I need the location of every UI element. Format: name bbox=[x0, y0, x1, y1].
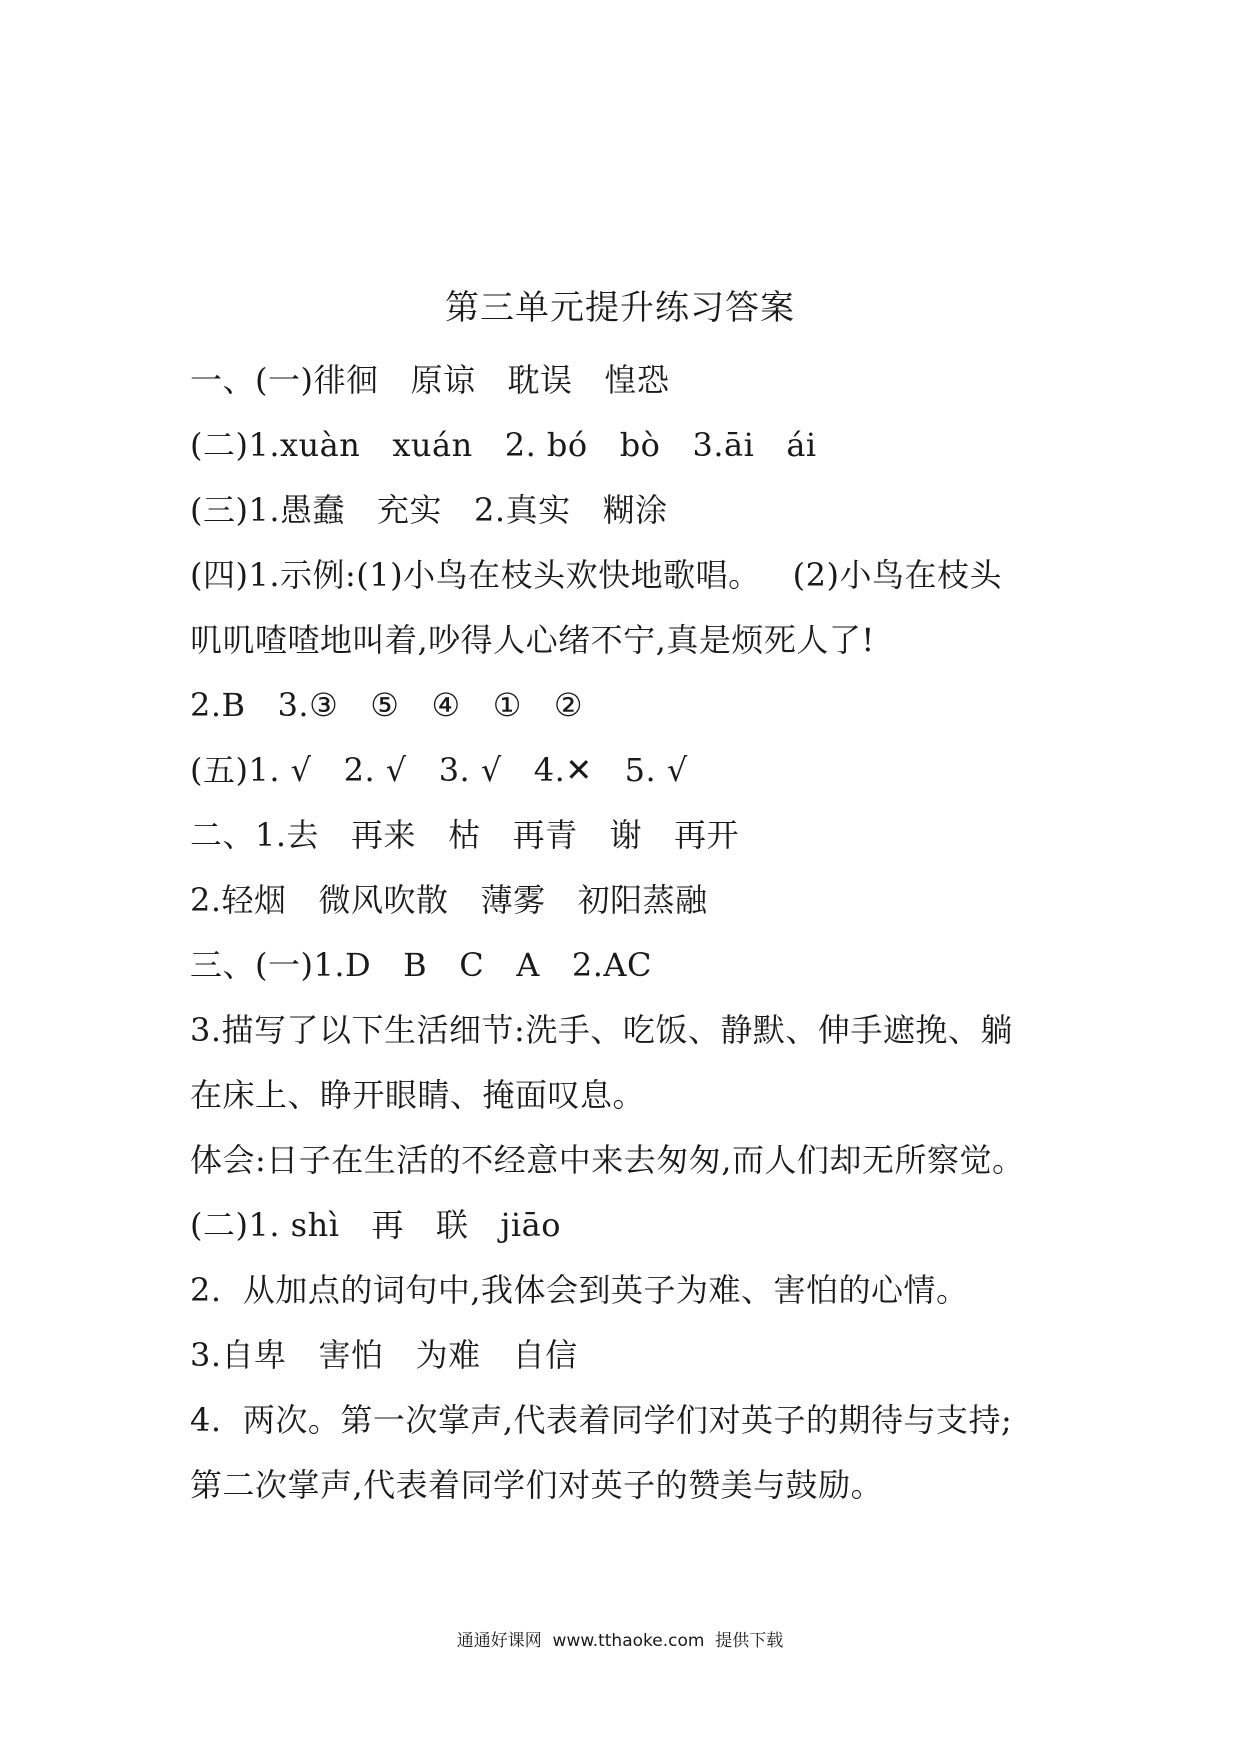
answer-line: (二)1.xuàn xuán 2. bó bò 3.āi ái bbox=[190, 426, 817, 464]
answer-line: 第二次掌声,代表着同学们对英子的赞美与鼓励。 bbox=[190, 1466, 884, 1504]
answer-line: 2. 从加点的词句中,我体会到英子为难、害怕的心情。 bbox=[190, 1271, 969, 1309]
answer-line: (五)1. √ 2. √ 3. √ 4.✕ 5. √ bbox=[190, 751, 688, 789]
answer-lines bbox=[190, 358, 1070, 1528]
answer-line: 3.描写了以下生活细节:洗手、吃饭、静默、伸手遮挽、躺 bbox=[190, 1011, 1013, 1049]
answer-line: 在床上、睁开眼睛、掩面叹息。 bbox=[190, 1076, 646, 1114]
answer-line: (二)1. shì 再 联 jiāo bbox=[190, 1206, 561, 1244]
answer-line: (三)1.愚蠢 充实 2.真实 糊涂 bbox=[190, 491, 668, 529]
answer-line: 二、1.去 再来 枯 再青 谢 再开 bbox=[190, 816, 740, 854]
answer-line: 4. 两次。第一次掌声,代表着同学们对英子的期待与支持; bbox=[190, 1401, 1013, 1439]
answer-line: 2.B 3.③ ⑤ ④ ① ② bbox=[190, 686, 584, 724]
answer-line: (四)1.示例:(1)小鸟在枝头欢快地歌唱。 (2)小鸟在枝头 bbox=[190, 556, 1002, 594]
answer-line: 叽叽喳喳地叫着,吵得人心绪不宁,真是烦死人了! bbox=[190, 621, 875, 659]
page-footer: 通通好课网 www.tthaoke.com 提供下载 bbox=[456, 1631, 784, 1651]
page-title: 第三单元提升练习答案 bbox=[445, 288, 795, 328]
answer-line: 体会:日子在生活的不经意中来去匆匆,而人们却无所察觉。 bbox=[190, 1141, 1025, 1179]
answer-line: 2.轻烟 微风吹散 薄雾 初阳蒸融 bbox=[190, 881, 708, 919]
answer-line: 3.自卑 害怕 为难 自信 bbox=[190, 1336, 578, 1374]
answer-line: 一、(一)徘徊 原谅 耽误 惶恐 bbox=[190, 361, 670, 399]
answer-line: 三、(一)1.D B C A 2.AC bbox=[190, 946, 652, 984]
